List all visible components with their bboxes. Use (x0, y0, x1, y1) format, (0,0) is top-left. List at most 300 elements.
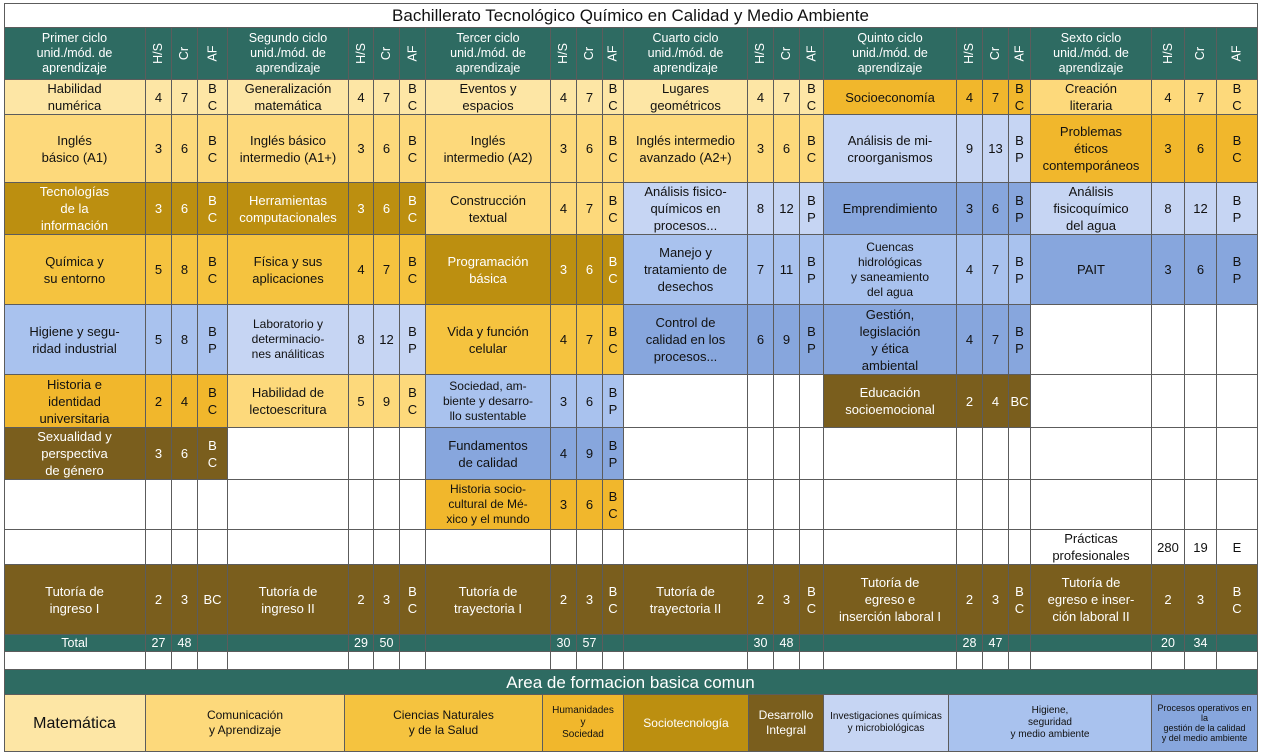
hs-header (551, 28, 577, 80)
module-af: BC (1009, 375, 1031, 428)
module-af: B C (800, 80, 824, 115)
module-af: B P (1009, 305, 1031, 375)
module-hs: 4 (551, 80, 577, 115)
module-cr: 6 (577, 115, 603, 183)
module-cr: 6 (172, 115, 198, 183)
module-name: Análisis fisicoquímico del agua (1031, 183, 1152, 235)
empty-cell (374, 530, 400, 565)
spacer-cell (374, 652, 400, 670)
module-name: Habilidad de lectoescritura (228, 375, 349, 428)
module-af: B P (1009, 115, 1031, 183)
spacer-cell (824, 652, 957, 670)
empty-cell (748, 375, 774, 428)
module-name: Educación socioemocional (824, 375, 957, 428)
module-name: Creación literaria (1031, 80, 1152, 115)
module-af: B C (603, 115, 624, 183)
module-cr: 7 (983, 235, 1009, 305)
empty-cell (198, 480, 228, 530)
empty-cell (748, 428, 774, 480)
total-spacer (1031, 635, 1152, 652)
spacer-cell (146, 652, 172, 670)
module-hs: 3 (748, 115, 774, 183)
module-af: B C (400, 183, 426, 235)
module-hs: 4 (551, 428, 577, 480)
module-cr: 7 (1185, 80, 1217, 115)
module-name: Socioeconomía (824, 80, 957, 115)
module-cr: 19 (1185, 530, 1217, 565)
module-hs: 3 (551, 115, 577, 183)
af-header (1217, 28, 1258, 80)
cr-header-label: Cr (176, 46, 191, 61)
tutoria-af: B C (603, 565, 624, 635)
module-af: B P (1217, 183, 1258, 235)
empty-cell (228, 428, 349, 480)
module-af: B C (198, 183, 228, 235)
module-name: Inglés intermedio avanzado (A2+) (624, 115, 748, 183)
module-af: B C (400, 115, 426, 183)
module-name: PAIT (1031, 235, 1152, 305)
legend-item: Humanidades y Sociedad (543, 695, 624, 752)
af-header-label: AF (1011, 45, 1026, 62)
hs-header (748, 28, 774, 80)
module-af: B C (1217, 80, 1258, 115)
module-hs: 4 (957, 305, 983, 375)
module-cr: 9 (374, 375, 400, 428)
module-name: Prácticas profesionales (1031, 530, 1152, 565)
module-af: B C (1217, 115, 1258, 183)
module-cr: 7 (577, 305, 603, 375)
spacer-cell (774, 652, 800, 670)
tutoria-cr: 3 (774, 565, 800, 635)
total-spacer (1009, 635, 1031, 652)
empty-cell (146, 480, 172, 530)
module-af: B C (400, 375, 426, 428)
empty-cell (1031, 428, 1152, 480)
empty-cell (800, 375, 824, 428)
module-af: E (1217, 530, 1258, 565)
total-cr: 48 (774, 635, 800, 652)
empty-cell (624, 480, 748, 530)
module-af: B P (800, 305, 824, 375)
module-af: B C (603, 480, 624, 530)
total-cr: 57 (577, 635, 603, 652)
empty-cell (774, 375, 800, 428)
total-hs: 30 (551, 635, 577, 652)
module-cr: 9 (774, 305, 800, 375)
cr-header-label: Cr (378, 46, 393, 61)
module-cr: 12 (774, 183, 800, 235)
total-cr: 47 (983, 635, 1009, 652)
legend-item: Higiene, seguridad y medio ambiente (949, 695, 1152, 752)
legend-item: Procesos operativos en la gestión de la calidad y del medio ambiente (1152, 695, 1258, 752)
module-af: B P (400, 305, 426, 375)
empty-cell (400, 480, 426, 530)
total-hs: 29 (349, 635, 374, 652)
tutoria-name: Tutoría de egreso e inser- ción laboral II (1031, 565, 1152, 635)
cr-header-label: Cr (987, 46, 1002, 61)
af-header (400, 28, 426, 80)
module-af: B C (198, 375, 228, 428)
legend-item: Sociotecnología (624, 695, 749, 752)
module-cr: 8 (172, 305, 198, 375)
module-cr: 11 (774, 235, 800, 305)
module-hs: 7 (748, 235, 774, 305)
module-name: Física y sus aplicaciones (228, 235, 349, 305)
empty-cell (1009, 428, 1031, 480)
spacer-cell (4, 652, 146, 670)
module-cr: 7 (774, 80, 800, 115)
module-hs: 3 (551, 235, 577, 305)
module-cr: 6 (983, 183, 1009, 235)
hs-header (1152, 28, 1185, 80)
spacer-cell (400, 652, 426, 670)
module-hs: 8 (1152, 183, 1185, 235)
hs-header (349, 28, 374, 80)
tutoria-cr: 3 (577, 565, 603, 635)
total-spacer (603, 635, 624, 652)
af-header (198, 28, 228, 80)
module-name: Historia e identidad universitaria (4, 375, 146, 428)
module-hs: 4 (146, 80, 172, 115)
module-name: Programación básica (426, 235, 551, 305)
empty-cell (4, 530, 146, 565)
af-header-label: AF (1229, 45, 1244, 62)
empty-cell (957, 428, 983, 480)
tutoria-af: B C (400, 565, 426, 635)
module-cr: 8 (172, 235, 198, 305)
module-hs: 5 (349, 375, 374, 428)
af-header (800, 28, 824, 80)
module-hs: 4 (349, 80, 374, 115)
legend-item: Ciencias Naturales y de la Salud (345, 695, 543, 752)
spacer-cell (748, 652, 774, 670)
legend-item: Matemática (4, 695, 146, 752)
legend-item: Comunicación y Aprendizaje (146, 695, 345, 752)
module-hs: 8 (748, 183, 774, 235)
empty-cell (374, 480, 400, 530)
tutoria-hs: 2 (551, 565, 577, 635)
module-name: Generalización matemática (228, 80, 349, 115)
total-spacer (1217, 635, 1258, 652)
empty-cell (1031, 375, 1152, 428)
module-name: Cuencas hidrológicas y saneamiento del agua (824, 235, 957, 305)
cr-header-label: Cr (778, 46, 793, 61)
af-header (1009, 28, 1031, 80)
spacer-cell (198, 652, 228, 670)
tutoria-af: B C (800, 565, 824, 635)
total-label: Total (4, 635, 146, 652)
module-hs: 3 (551, 480, 577, 530)
hs-header-label: H/S (556, 43, 570, 64)
tutoria-hs: 2 (349, 565, 374, 635)
module-af: B C (603, 235, 624, 305)
spacer-cell (551, 652, 577, 670)
module-cr: 7 (374, 235, 400, 305)
empty-cell (624, 428, 748, 480)
module-af: B P (603, 375, 624, 428)
af-header-label: AF (404, 45, 419, 62)
total-spacer (426, 635, 551, 652)
module-af: B P (1009, 235, 1031, 305)
module-af: B C (603, 80, 624, 115)
empty-cell (374, 428, 400, 480)
module-af: B P (198, 305, 228, 375)
module-af: B C (1009, 80, 1031, 115)
empty-cell (349, 530, 374, 565)
cycle-header: Segundo ciclo unid./mód. de aprendizaje (228, 28, 349, 80)
af-header-label: AF (803, 45, 818, 62)
empty-cell (603, 530, 624, 565)
spacer-cell (1185, 652, 1217, 670)
module-hs: 9 (957, 115, 983, 183)
module-cr: 12 (1185, 183, 1217, 235)
module-hs: 3 (146, 183, 172, 235)
hs-header (146, 28, 172, 80)
tutoria-hs: 2 (146, 565, 172, 635)
total-hs: 28 (957, 635, 983, 652)
hs-header-label: H/S (962, 43, 976, 64)
empty-cell (172, 480, 198, 530)
af-header (603, 28, 624, 80)
cycle-header: Primer ciclo unid./mód. de aprendizaje (4, 28, 146, 80)
total-cr: 34 (1185, 635, 1217, 652)
spacer-cell (624, 652, 748, 670)
tutoria-hs: 2 (957, 565, 983, 635)
empty-cell (400, 428, 426, 480)
module-af: B C (198, 428, 228, 480)
module-cr: 6 (172, 183, 198, 235)
empty-cell (624, 530, 748, 565)
af-header-label: AF (204, 45, 219, 62)
spacer-cell (983, 652, 1009, 670)
module-cr: 6 (577, 375, 603, 428)
tutoria-cr: 3 (374, 565, 400, 635)
module-cr: 4 (172, 375, 198, 428)
module-hs: 3 (1152, 235, 1185, 305)
empty-cell (400, 530, 426, 565)
spacer-cell (1152, 652, 1185, 670)
empty-cell (426, 530, 551, 565)
module-cr: 9 (577, 428, 603, 480)
empty-cell (774, 480, 800, 530)
empty-cell (1217, 305, 1258, 375)
module-af: B C (198, 115, 228, 183)
empty-cell (551, 530, 577, 565)
module-hs: 3 (957, 183, 983, 235)
module-af: B P (800, 235, 824, 305)
empty-cell (774, 428, 800, 480)
hs-header-label: H/S (753, 43, 767, 64)
module-hs: 4 (1152, 80, 1185, 115)
empty-cell (4, 480, 146, 530)
module-cr: 7 (983, 305, 1009, 375)
total-cr: 48 (172, 635, 198, 652)
module-af: B P (1009, 183, 1031, 235)
module-name: Fundamentos de calidad (426, 428, 551, 480)
empty-cell (1217, 480, 1258, 530)
empty-cell (1185, 305, 1217, 375)
module-name: Construcción textual (426, 183, 551, 235)
total-spacer (624, 635, 748, 652)
empty-cell (983, 428, 1009, 480)
tutoria-af: B C (1217, 565, 1258, 635)
tutoria-hs: 2 (748, 565, 774, 635)
module-af: B P (1217, 235, 1258, 305)
tutoria-name: Tutoría de trayectoria I (426, 565, 551, 635)
empty-cell (983, 530, 1009, 565)
module-af: B C (198, 235, 228, 305)
empty-cell (957, 530, 983, 565)
hs-header (957, 28, 983, 80)
tutoria-cr: 3 (983, 565, 1009, 635)
module-name: Historia socio- cultural de Mé- xico y el mundo (426, 480, 551, 530)
module-name: Análisis fisico- químicos en procesos... (624, 183, 748, 235)
hs-header-label: H/S (151, 43, 165, 64)
cr-header (774, 28, 800, 80)
empty-cell (1031, 305, 1152, 375)
spacer-cell (957, 652, 983, 670)
spacer-cell (1009, 652, 1031, 670)
module-name: Control de calidad en los procesos... (624, 305, 748, 375)
empty-cell (800, 530, 824, 565)
tutoria-name: Tutoría de ingreso II (228, 565, 349, 635)
module-name: Sexualidad y perspectiva de género (4, 428, 146, 480)
module-hs: 3 (146, 428, 172, 480)
empty-cell (1009, 480, 1031, 530)
empty-cell (1185, 375, 1217, 428)
total-hs: 30 (748, 635, 774, 652)
cr-header (577, 28, 603, 80)
module-name: Sociedad, am- biente y desarro- llo sustentable (426, 375, 551, 428)
empty-cell (957, 480, 983, 530)
module-af: B C (198, 80, 228, 115)
module-hs: 3 (349, 115, 374, 183)
module-hs: 5 (146, 305, 172, 375)
module-hs: 2 (957, 375, 983, 428)
cr-header (1185, 28, 1217, 80)
empty-cell (1009, 530, 1031, 565)
module-name: Tecnologías de la información (4, 183, 146, 235)
tutoria-cr: 3 (1185, 565, 1217, 635)
module-cr: 7 (172, 80, 198, 115)
empty-cell (1185, 480, 1217, 530)
empty-cell (198, 530, 228, 565)
total-spacer (800, 635, 824, 652)
module-name: Emprendimiento (824, 183, 957, 235)
module-name: Lugares geométricos (624, 80, 748, 115)
empty-cell (349, 428, 374, 480)
module-hs: 3 (146, 115, 172, 183)
hs-header-label: H/S (1160, 43, 1175, 64)
module-af: B C (603, 305, 624, 375)
module-name: Inglés básico (A1) (4, 115, 146, 183)
tutoria-name: Tutoría de egreso e inserción laboral I (824, 565, 957, 635)
total-hs: 20 (1152, 635, 1185, 652)
spacer-cell (349, 652, 374, 670)
module-af: B C (603, 183, 624, 235)
module-cr: 6 (172, 428, 198, 480)
curriculum-table (4, 3, 1258, 752)
cr-header (172, 28, 198, 80)
module-hs: 4 (957, 235, 983, 305)
empty-cell (1152, 375, 1185, 428)
module-cr: 6 (577, 235, 603, 305)
empty-cell (349, 480, 374, 530)
empty-cell (577, 530, 603, 565)
module-cr: 7 (577, 183, 603, 235)
module-hs: 4 (957, 80, 983, 115)
spacer-cell (1217, 652, 1258, 670)
module-hs: 280 (1152, 530, 1185, 565)
module-name: Inglés intermedio (A2) (426, 115, 551, 183)
cr-header-label: Cr (581, 46, 596, 61)
total-hs: 27 (146, 635, 172, 652)
empty-cell (774, 530, 800, 565)
empty-cell (1031, 480, 1152, 530)
empty-cell (748, 480, 774, 530)
tutoria-name: Tutoría de ingreso I (4, 565, 146, 635)
empty-cell (983, 480, 1009, 530)
module-name: Problemas éticos contemporáneos (1031, 115, 1152, 183)
tutoria-cr: 3 (172, 565, 198, 635)
module-name: Gestión, legislación y ética ambiental (824, 305, 957, 375)
total-cr: 50 (374, 635, 400, 652)
module-name: Habilidad numérica (4, 80, 146, 115)
total-spacer (824, 635, 957, 652)
module-cr: 7 (983, 80, 1009, 115)
module-af: B P (800, 183, 824, 235)
empty-cell (228, 530, 349, 565)
empty-cell (1217, 428, 1258, 480)
module-cr: 4 (983, 375, 1009, 428)
module-hs: 8 (349, 305, 374, 375)
cr-header (374, 28, 400, 80)
module-af: B P (603, 428, 624, 480)
module-name: Manejo y tratamiento de desechos (624, 235, 748, 305)
spacer-cell (577, 652, 603, 670)
spacer-cell (603, 652, 624, 670)
module-hs: 3 (349, 183, 374, 235)
empty-cell (1152, 428, 1185, 480)
cr-header (983, 28, 1009, 80)
module-hs: 3 (1152, 115, 1185, 183)
module-hs: 4 (551, 183, 577, 235)
module-af: B C (800, 115, 824, 183)
module-cr: 13 (983, 115, 1009, 183)
empty-cell (1217, 375, 1258, 428)
total-spacer (400, 635, 426, 652)
tutoria-af: BC (198, 565, 228, 635)
total-spacer (198, 635, 228, 652)
module-cr: 6 (577, 480, 603, 530)
empty-cell (1152, 305, 1185, 375)
module-hs: 6 (748, 305, 774, 375)
af-header-label: AF (605, 45, 620, 62)
empty-cell (146, 530, 172, 565)
total-spacer (228, 635, 349, 652)
cycle-header: Sexto ciclo unid./mód. de aprendizaje (1031, 28, 1152, 80)
module-cr: 6 (374, 183, 400, 235)
empty-cell (800, 480, 824, 530)
module-cr: 7 (577, 80, 603, 115)
empty-cell (824, 428, 957, 480)
module-name: Laboratorio y determinacio- nes análiticas (228, 305, 349, 375)
cycle-header: Cuarto ciclo unid./mód. de aprendizaje (624, 28, 748, 80)
module-cr: 6 (774, 115, 800, 183)
empty-cell (824, 480, 957, 530)
spacer-cell (426, 652, 551, 670)
tutoria-name: Tutoría de trayectoria II (624, 565, 748, 635)
